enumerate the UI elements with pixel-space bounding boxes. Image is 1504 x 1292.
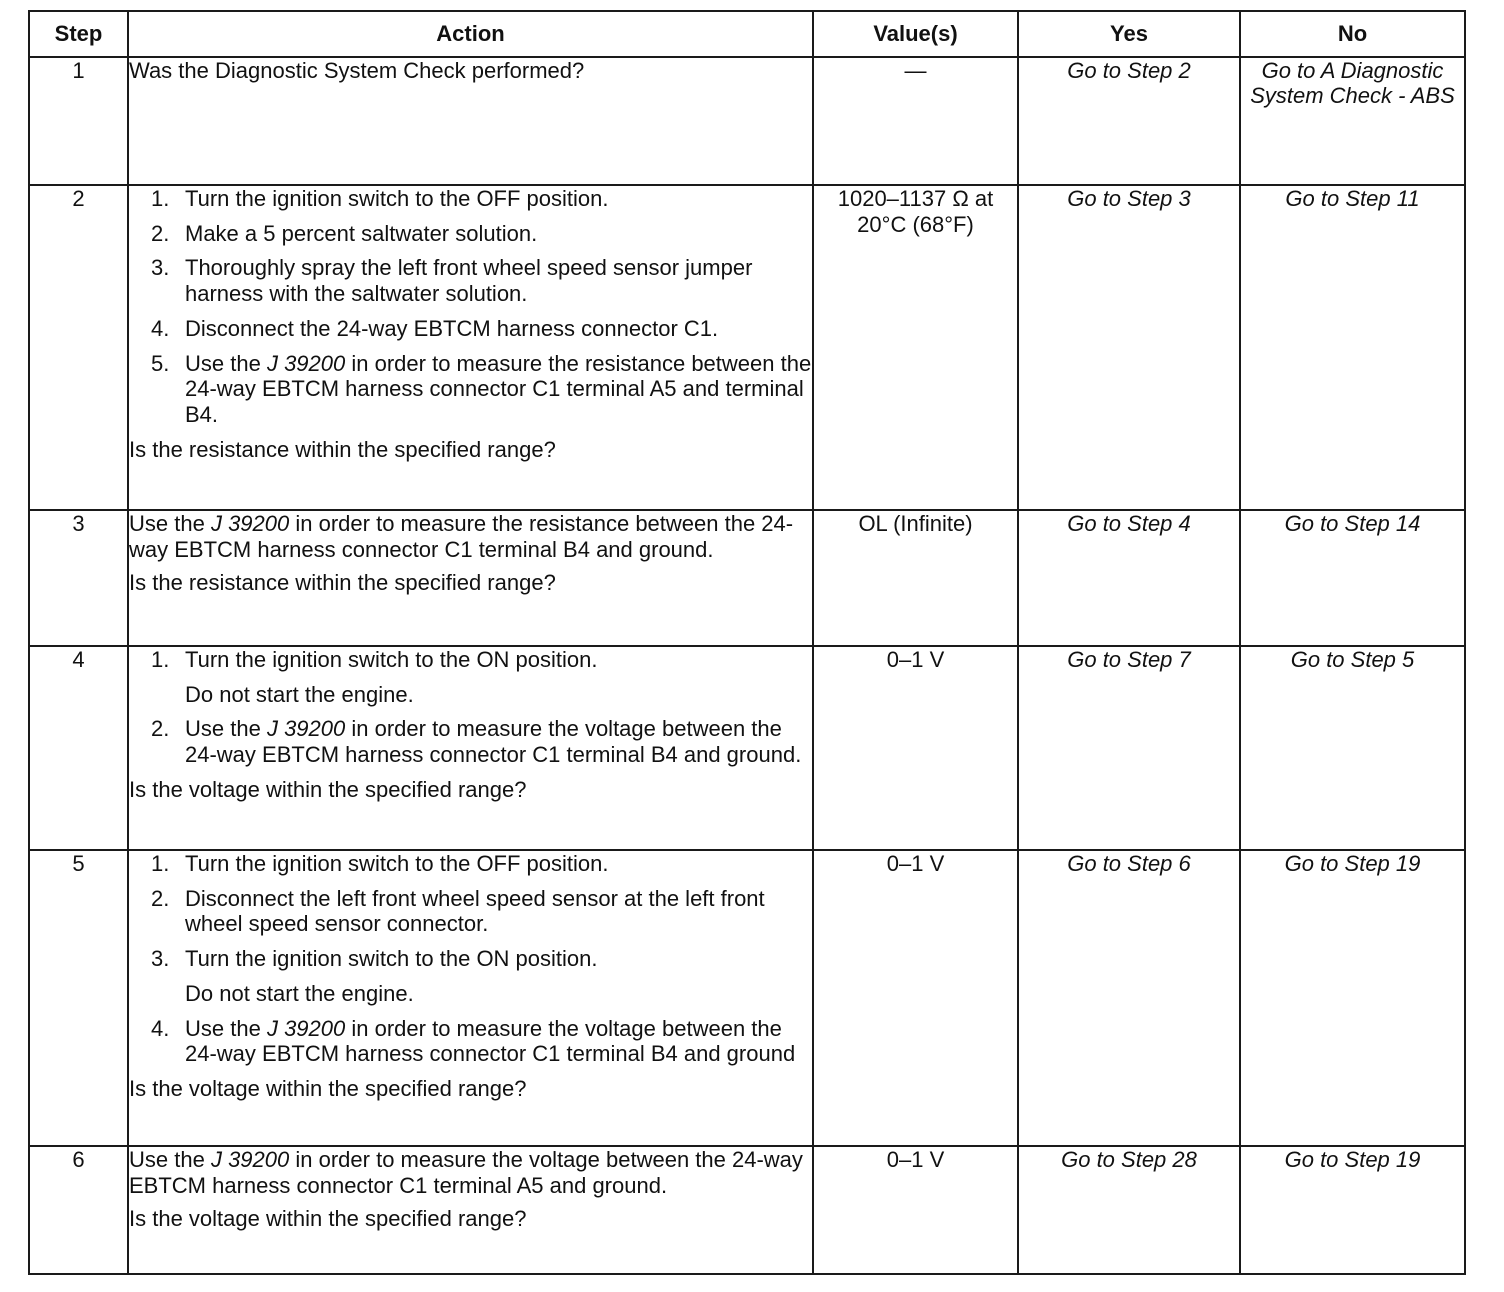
list-item (129, 851, 812, 877)
yes-cell: Go to Step 2 (1018, 57, 1240, 185)
list-item (129, 716, 812, 767)
item-number: 4. (151, 1015, 170, 1041)
item-text: Use the (185, 716, 261, 742)
action-cell (128, 646, 813, 850)
question-text: Is the voltage within the specified range? (129, 776, 527, 802)
action-cell (128, 57, 813, 185)
item-text: Make a 5 percent saltwater solution. (185, 220, 538, 246)
action-cell (128, 1146, 813, 1274)
tool-reference: J 39200 (266, 1015, 346, 1041)
item-note: Do not start the engine. (185, 681, 414, 707)
list-item (129, 886, 812, 937)
action-cell (128, 850, 813, 1146)
table-row (29, 57, 1465, 185)
item-text: Turn the ignition switch to the OFF position. (185, 186, 609, 211)
list-item (129, 351, 812, 428)
item-text: Disconnect the left front wheel speed sensor at the left front wheel speed sensor connector. (185, 885, 765, 937)
question-text: Is the resistance within the specified range? (129, 570, 556, 596)
table-row (29, 1146, 1465, 1274)
question-text: Is the voltage within the specified range? (129, 1076, 527, 1102)
step-number: 4 (29, 646, 128, 850)
item-number: 3. (151, 946, 170, 972)
table-row (29, 646, 1465, 850)
list-item (129, 316, 812, 342)
step-number: 6 (29, 1146, 128, 1274)
list-item (129, 221, 812, 247)
instruction-list (129, 186, 812, 428)
header-no: No (1240, 11, 1465, 57)
no-cell: Go to Step 19 (1240, 850, 1465, 1146)
instruction-text (129, 511, 812, 562)
table-row (29, 510, 1465, 646)
table-row (29, 185, 1465, 510)
item-text: Turn the ignition switch to the ON position. (185, 647, 598, 672)
yes-cell: Go to Step 6 (1018, 850, 1240, 1146)
header-yes: Yes (1018, 11, 1240, 57)
item-number: 1. (151, 186, 170, 211)
tool-reference: J 39200 (266, 350, 346, 376)
value-cell: — (813, 57, 1018, 185)
header-step: Step (29, 11, 128, 57)
action-cell (128, 510, 813, 646)
diagnostic-table (28, 10, 1466, 1275)
yes-cell: Go to Step 28 (1018, 1146, 1240, 1274)
list-item (129, 255, 812, 306)
value-cell: 0–1 V (813, 850, 1018, 1146)
item-number: 4. (151, 315, 170, 341)
no-cell: Go to Step 11 (1240, 185, 1465, 510)
tool-reference: J 39200 (210, 511, 290, 536)
tool-reference: J 39200 (210, 1147, 290, 1172)
action-cell (128, 185, 813, 510)
question-text: Is the resistance within the specified range? (129, 436, 556, 462)
item-text: Turn the ignition switch to the ON position. (185, 946, 598, 972)
item-number: 1. (151, 851, 170, 876)
step-number: 1 (29, 57, 128, 185)
list-item (129, 647, 812, 707)
no-cell: Go to Step 5 (1240, 646, 1465, 850)
item-text: Use the (185, 350, 261, 376)
list-item (129, 946, 812, 1006)
value-cell: OL (Infinite) (813, 510, 1018, 646)
item-text: in order to measure the resistance between the 24-way EBTCM harness connector C1 terminal A5 and terminal B4. (185, 350, 812, 428)
no-reference: A Diagnostic System Check - ABS (1250, 58, 1455, 109)
value-cell: 0–1 V (813, 1146, 1018, 1274)
step-number: 5 (29, 850, 128, 1146)
question-text: Is the voltage within the specified range? (129, 1206, 527, 1232)
item-number: 2. (151, 220, 170, 246)
item-text: in order to measure the voltage between the 24-way EBTCM harness connector C1 terminal B4 and ground. (185, 716, 802, 768)
yes-cell: Go to Step 7 (1018, 646, 1240, 850)
instruction-text (129, 1147, 812, 1198)
instruction-part: in order to measure the resistance between the 24-way EBTCM harness connector C1 terminal B4 and ground. (129, 511, 794, 562)
tool-reference: J 39200 (266, 716, 346, 742)
item-number: 3. (151, 255, 170, 281)
no-cell: Go to Step 19 (1240, 1146, 1465, 1274)
instruction-part: Use the (129, 1147, 205, 1172)
item-number: 1. (151, 647, 170, 672)
yes-cell: Go to Step 3 (1018, 185, 1240, 510)
item-text: Disconnect the 24-way EBTCM harness connector C1. (185, 315, 719, 341)
item-text: Thoroughly spray the left front wheel speed sensor jumper harness with the saltwater solution. (185, 255, 753, 307)
item-number: 5. (151, 350, 170, 376)
value-cell (813, 185, 1018, 510)
item-text: Use the (185, 1015, 261, 1041)
header-values: Value(s) (813, 11, 1018, 57)
item-text: in order to measure the voltage between the 24-way EBTCM harness connector C1 terminal B4 and ground (185, 1015, 796, 1067)
item-number: 2. (151, 885, 170, 911)
item-text: Turn the ignition switch to the OFF position. (185, 851, 609, 876)
value-cell: 0–1 V (813, 646, 1018, 850)
no-prefix: Go to (1261, 58, 1316, 83)
step-number: 2 (29, 185, 128, 510)
question-text: Was the Diagnostic System Check performed? (129, 58, 585, 83)
yes-cell: Go to Step 4 (1018, 510, 1240, 646)
list-item (129, 186, 812, 212)
value-line: 20°C (68°F) (857, 211, 974, 237)
item-note: Do not start the engine. (185, 980, 414, 1006)
item-number: 2. (151, 716, 170, 742)
list-item (129, 1016, 812, 1067)
instruction-list (129, 647, 812, 768)
instruction-part: Use the (129, 511, 205, 536)
instruction-part: in order to measure the voltage between the 24-way EBTCM harness connector C1 terminal A5 and ground. (129, 1147, 803, 1198)
value-line: 1020–1137 Ω at (837, 186, 994, 211)
no-cell (1240, 57, 1465, 185)
header-action: Action (128, 11, 813, 57)
table-row (29, 850, 1465, 1146)
step-number: 3 (29, 510, 128, 646)
instruction-list (129, 851, 812, 1067)
header-row (29, 11, 1465, 57)
no-cell: Go to Step 14 (1240, 510, 1465, 646)
